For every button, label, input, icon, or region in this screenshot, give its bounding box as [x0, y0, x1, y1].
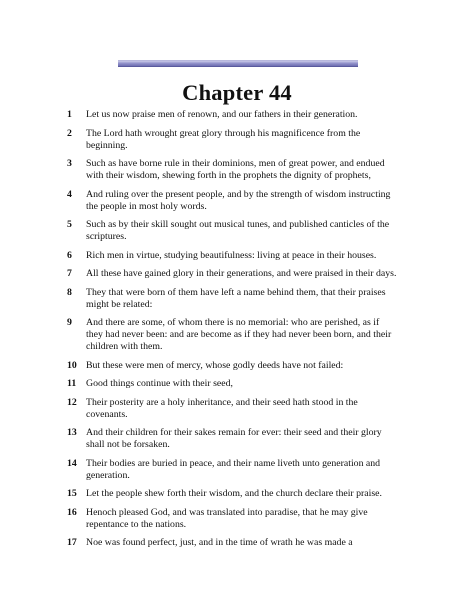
verse	[67, 317, 397, 353]
verse-text: But these were men of mercy, whose godly deeds have not failed:	[86, 359, 344, 371]
verse-text: Let us now praise men of renown, and our fathers in their generation.	[86, 109, 358, 120]
verse-number: 4	[67, 188, 72, 200]
verse	[67, 507, 397, 531]
verse-text: Henoch pleased God, and was translated into paradise, that he may give repentance to the nations.	[86, 506, 368, 530]
verse-text: And their children for their sakes remain for ever: their seed and their glory shall not be forsaken.	[86, 427, 382, 450]
verse-number: 1	[67, 109, 72, 120]
verse	[67, 360, 397, 372]
verse-text: Such as have borne rule in their dominions, men of great power, and endued with their wisdom, shewing forth in the prophets the dignity of prophets,	[86, 158, 385, 181]
verse	[67, 378, 397, 390]
verse-text: Their bodies are buried in peace, and their name liveth unto generation and generation.	[86, 457, 381, 481]
verse-number: 6	[67, 249, 72, 261]
verse-number: 14	[67, 457, 77, 469]
verse-text: Rich men in virtue, studying beautifulness: living at peace in their houses.	[86, 249, 377, 261]
verse-list	[67, 109, 397, 556]
verse	[67, 268, 397, 280]
verse-number: 17	[67, 537, 77, 548]
verse-number: 7	[67, 268, 72, 279]
verse-number: 13	[67, 427, 77, 438]
verse	[67, 189, 397, 213]
verse-number: 16	[67, 506, 77, 518]
verse-text: Such as by their skill sought out musical tunes, and published canticles of the scriptures.	[86, 219, 390, 242]
verse-number: 2	[67, 127, 72, 139]
verse-number: 11	[67, 378, 77, 389]
verse-number: 10	[67, 359, 77, 371]
verse-text: The Lord hath wrought great glory through his magnificence from the beginning.	[86, 127, 361, 151]
verse-text: Good things continue with their seed,	[86, 378, 233, 389]
verse	[67, 109, 397, 121]
verse	[67, 397, 397, 421]
verse-number: 15	[67, 488, 77, 499]
verse	[67, 250, 397, 262]
verse-text: And there are some, of whom there is no memorial: who are perished, as if they had never been: and are become as if they had never been born, and their children with them.	[86, 317, 392, 352]
chapter-title: Chapter 44	[182, 80, 292, 105]
verse-text: Their posterity are a holy inheritance, and their seed hath stood in the covenants.	[86, 396, 358, 420]
verse-text: And ruling over the present people, and by the strength of wisdom instructing the people in most holy words.	[86, 188, 391, 212]
verse-text: They that were born of them have left a name behind them, that their praises might be related:	[86, 286, 386, 310]
verse	[67, 458, 397, 482]
verse	[67, 219, 397, 243]
verse	[67, 287, 397, 311]
decorative-rule	[118, 60, 358, 67]
verse-number: 9	[67, 317, 72, 328]
verse-number: 12	[67, 396, 77, 408]
verse	[67, 537, 397, 549]
verse	[67, 128, 397, 152]
verse-number: 8	[67, 286, 72, 298]
verse	[67, 488, 397, 500]
verse-text: Let the people shew forth their wisdom, and the church declare their praise.	[86, 488, 382, 499]
verse	[67, 427, 397, 451]
verse-number: 3	[67, 158, 72, 169]
verse-text: All these have gained glory in their generations, and were praised in their days.	[86, 268, 397, 279]
verse-text: Noe was found perfect, just, and in the time of wrath he was made a	[86, 537, 353, 548]
verse	[67, 158, 397, 182]
verse-number: 5	[67, 219, 72, 230]
